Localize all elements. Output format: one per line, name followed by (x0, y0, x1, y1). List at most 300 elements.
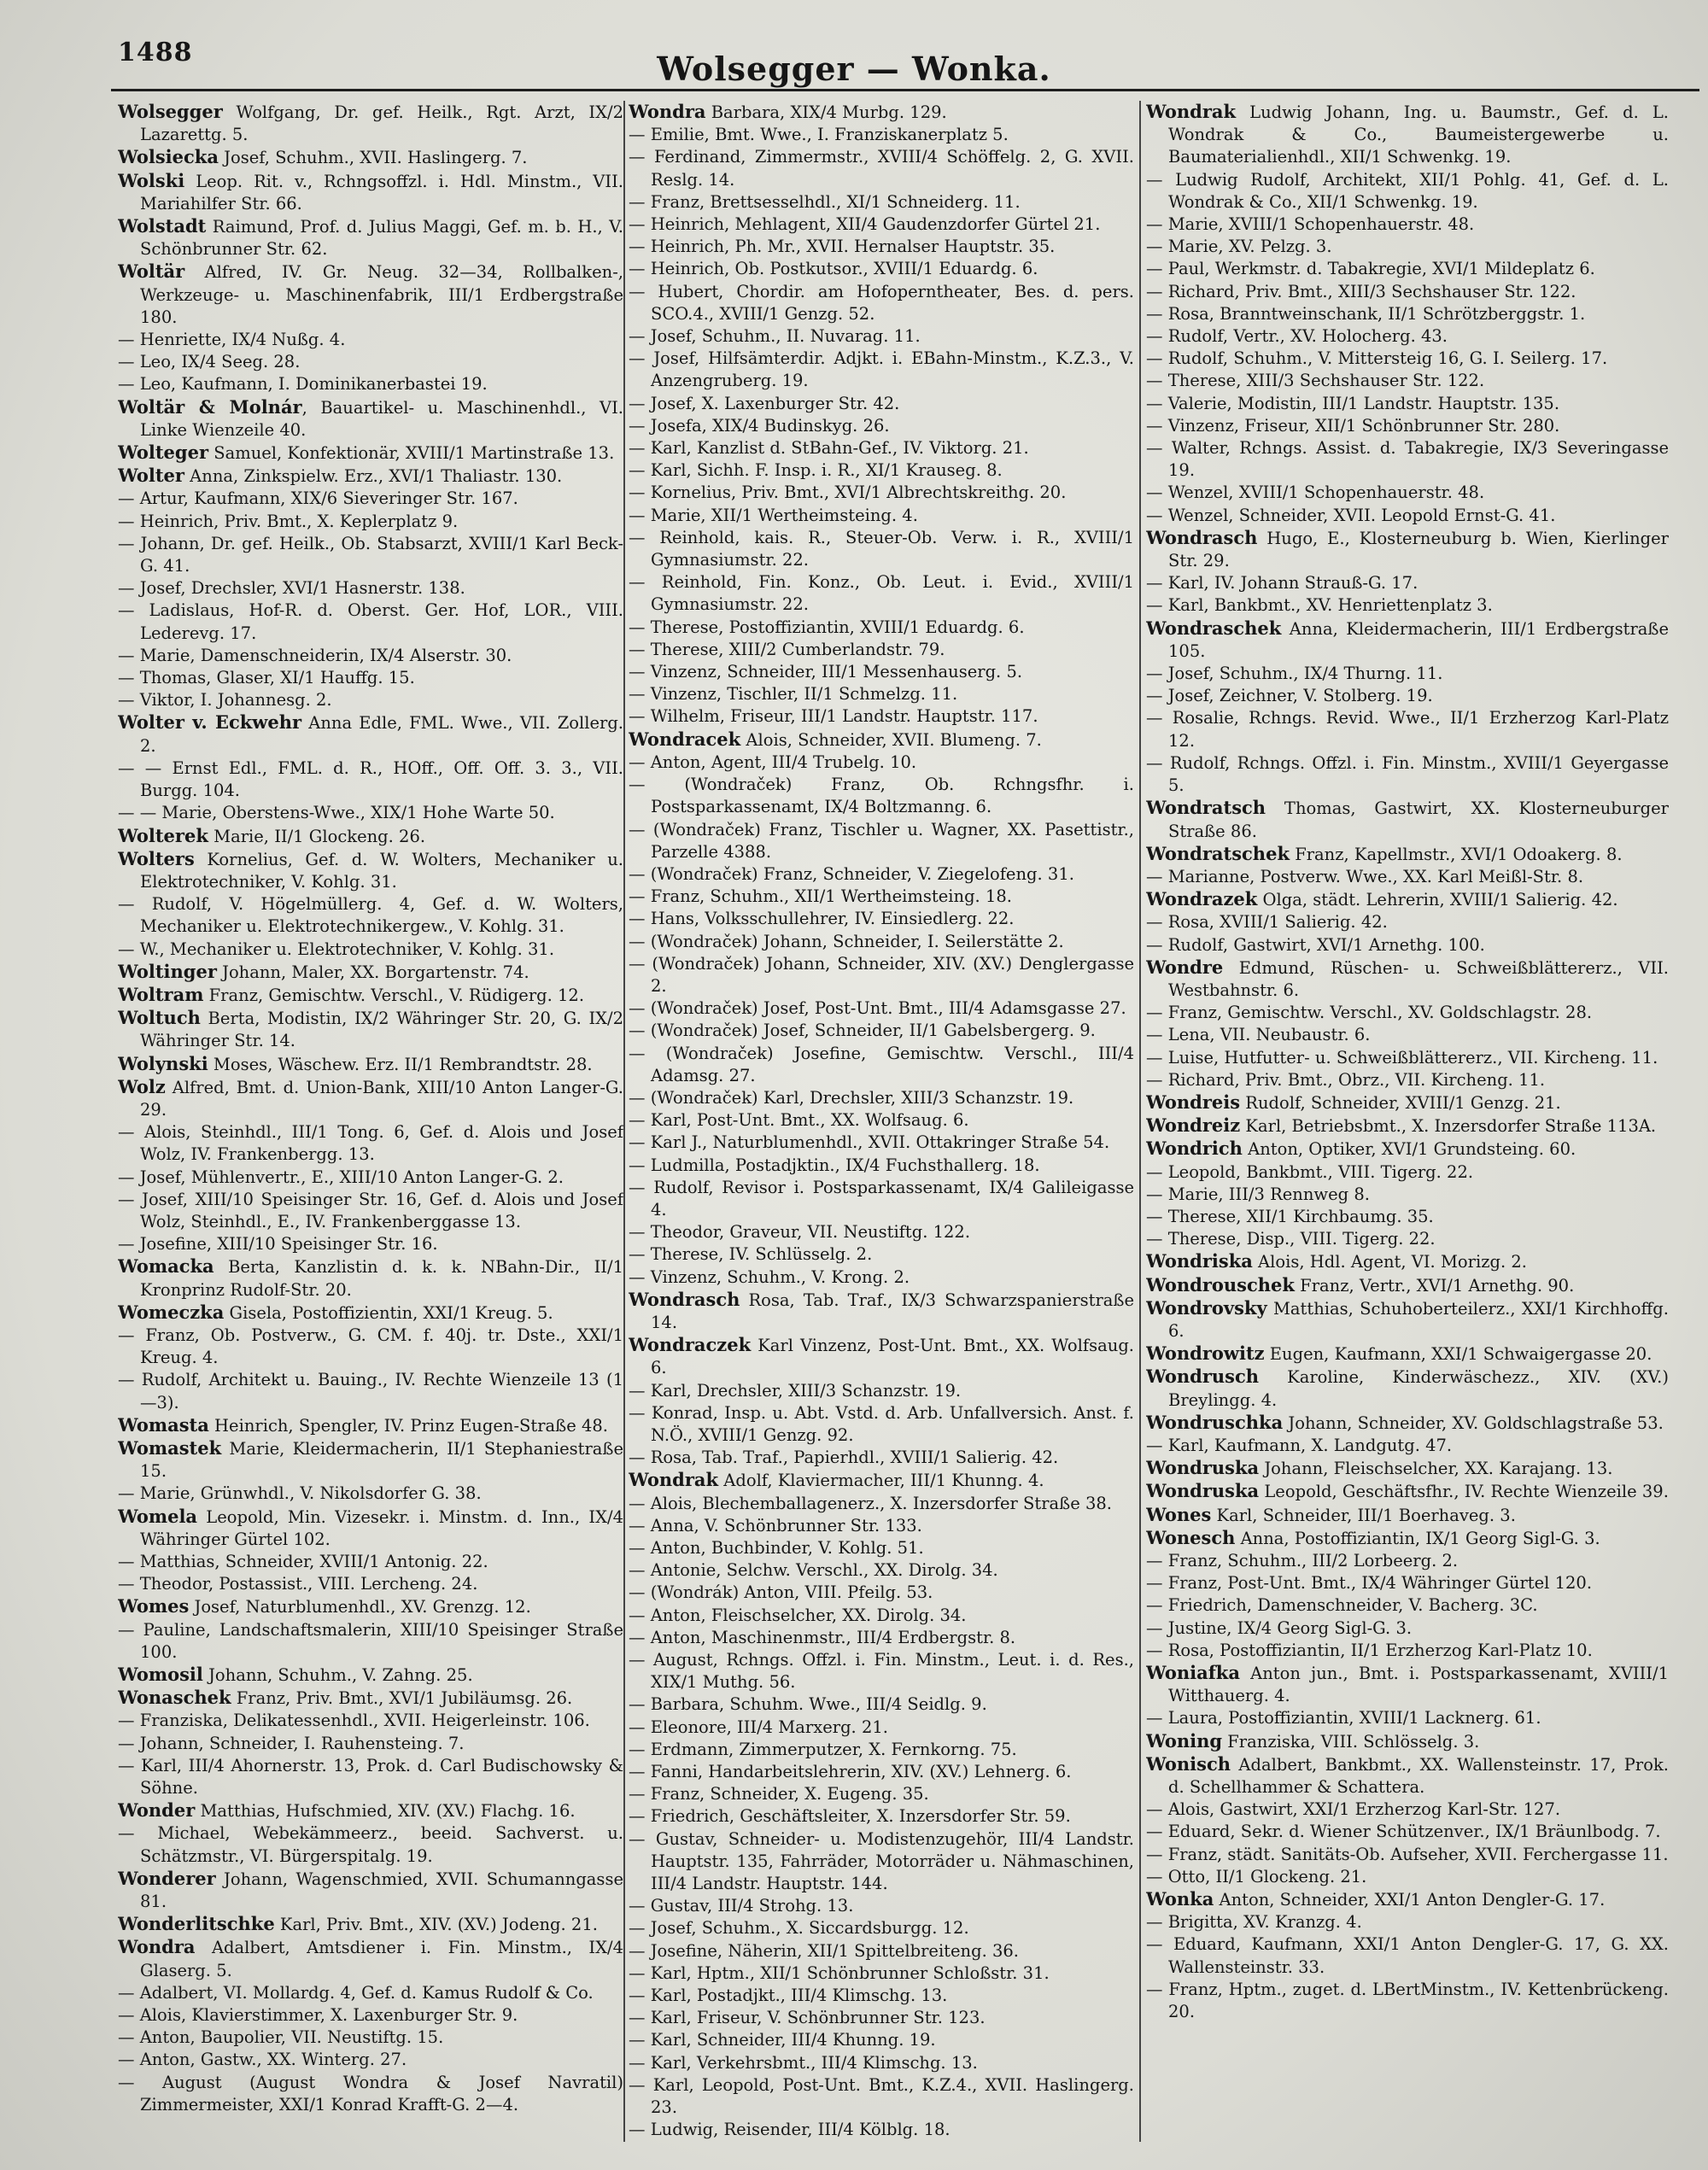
directory-entry (629, 774, 1134, 818)
entry-details: — Karl J., Naturblumenhdl., XVII. Ottakringer Straße 54. (629, 1132, 1110, 1153)
entry-details: , Bauartikel- u. Maschinenhdl., VI. Linke Wienzeile 40. (140, 397, 623, 440)
entry-surname: Womosil (118, 1664, 203, 1686)
directory-entry (118, 1687, 623, 1710)
entry-details: — Leopold, Bankbmt., VIII. Tigerg. 22. (1146, 1161, 1474, 1182)
entry-details: Karoline, Kinderwäschezz., XIV. (XV.) Breylingg. 4. (1168, 1367, 1669, 1410)
entry-details: Johann, Fleischselcher, XX. Karajang. 13. (1259, 1459, 1613, 1479)
entry-details: — Franz, Gemischtw. Verschl., XV. Goldschlagstr. 28. (1146, 1003, 1593, 1023)
column-divider (623, 101, 625, 2142)
entry-details: — (Wondraček) Franz, Schneider, V. Ziegelofeng. 31. (629, 863, 1074, 884)
directory-entry (629, 728, 1134, 752)
entry-details: — Wenzel, Schneider, XVII. Leopold Ernst-G. 41. (1146, 505, 1556, 525)
entry-details: — Kornelius, Priv. Bmt., XVI/1 Albrechtskreithg. 20. (629, 483, 1067, 503)
entry-surname: Womasta (118, 1413, 209, 1436)
entry-details: — Antonie, Selchw. Verschl., XX. Dirolg. 34. (629, 1560, 998, 1581)
entry-details: — (Wondraček) Josefine, Gemischtw. Verschl., III/4 Adamsg. 27. (629, 1043, 1134, 1085)
entry-details: — Wilhelm, Friseur, III/1 Landstr. Hauptstr. 117. (629, 706, 1038, 727)
column-3 (1146, 101, 1669, 2142)
entry-details: — Reinhold, kais. R., Steuer-Ob. Verw. i. R., XVIII/1 Gymnasiumstr. 22. (629, 527, 1134, 570)
entry-surname: Wolynski (118, 1052, 208, 1074)
entry-details: — Karl, Drechsler, XIII/3 Schanzstr. 19. (629, 1380, 962, 1401)
entry-details: — Karl, IV. Johann Strauß-G. 17. (1146, 573, 1418, 594)
entry-details: — Lena, VII. Neubaustr. 6. (1146, 1025, 1371, 1045)
entry-details: — Artur, Kaufmann, XIX/6 Sieveringer Str. 167. (118, 488, 518, 509)
entry-details: Anna, Postoffiziantin, IX/1 Georg Sigl-G. 3. (1235, 1528, 1600, 1548)
directory-entry (1146, 1228, 1669, 1250)
entry-details: — Heinrich, Priv. Bmt., X. Keplerplatz 9. (118, 511, 459, 531)
entry-details: Anna, Zinkspielw. Erz., XVI/1 Thaliastr. 130. (184, 466, 563, 487)
entry-details: Raimund, Prof. d. Julius Maggi, Gef. m. b. H., V. Schönbrunner Str. 62. (140, 217, 623, 260)
directory-entry (629, 1537, 1134, 1559)
entry-details: — Ladislaus, Hof-R. d. Oberst. Ger. Hof, LOR., VIII. Lederevg. 17. (118, 600, 623, 643)
directory-entry (1146, 594, 1669, 617)
entry-details: — Karl, Hptm., XII/1 Schönbrunner Schloßstr. 31. (629, 1962, 1050, 1983)
directory-entry (1146, 1435, 1669, 1457)
entry-surname: Woning (1146, 1729, 1223, 1752)
entry-details: — Friedrich, Damenschneider, V. Bacherg. 3C. (1146, 1595, 1538, 1616)
directory-entry (1146, 1274, 1669, 1297)
directory-entry (629, 1266, 1134, 1289)
directory-entry (1146, 797, 1669, 842)
directory-entry (629, 146, 1134, 190)
directory-entry (629, 908, 1134, 930)
entry-details: Alois, Hdl. Agent, VI. Morizg. 2. (1252, 1252, 1527, 1272)
directory-entry (118, 1076, 623, 1121)
directory-entry (1146, 1527, 1669, 1550)
entry-details: — (Wondraček) Franz, Tischler u. Wagner, XX. Pasettistr., Parzelle 4388. (629, 819, 1134, 862)
entry-surname: Womacka (118, 1255, 214, 1278)
entry-surname: Wondrasch (1146, 526, 1258, 548)
entry-surname: Wonderer (118, 1867, 216, 1889)
directory-entry (1146, 1138, 1669, 1161)
directory-entry (629, 2007, 1134, 2029)
entry-details: — Viktor, I. Johannesg. 2. (118, 690, 332, 711)
entry-details: — Rosa, Postoffiziantin, II/1 Erzherzog Karl-Platz 10. (1146, 1640, 1593, 1660)
entry-details: — Ludwig, Reisender, III/4 Kölblg. 18. (629, 2120, 951, 2140)
entry-details: — Michael, Webekämmeerz., beeid. Sachverst. u. Schätzmstr., VI. Bürgerspitalg. 19. (118, 1823, 623, 1866)
directory-entry (629, 2074, 1134, 2119)
directory-entry (629, 639, 1134, 661)
entry-details: — Josefa, XIX/4 Budinskyg. 26. (629, 415, 890, 436)
entry-surname: Wondrowitz (1146, 1342, 1265, 1365)
entry-details: — Rosa, XVIII/1 Salierig. 42. (1146, 912, 1388, 933)
entry-details: — Rosa, Tab. Traf., Papierhdl., XVIII/1 Salierig. 42. (629, 1448, 1059, 1468)
directory-entry (629, 1177, 1134, 1221)
entry-details: — Karl, Post-Unt. Bmt., XX. Wolfsaug. 6. (629, 1110, 969, 1131)
directory-entry (629, 505, 1134, 527)
directory-entry (118, 1255, 623, 1301)
directory-entry (1146, 348, 1669, 370)
directory-entry (1146, 236, 1669, 258)
entry-details: Alois, Schneider, XVII. Blumeng. 7. (740, 729, 1042, 750)
entry-details: — Erdmann, Zimmerputzer, X. Fernkorng. 75. (629, 1739, 1017, 1759)
entry-surname: Wolter v. Eckwehr (118, 711, 302, 734)
directory-entry (118, 2027, 623, 2049)
directory-entry (629, 1087, 1134, 1109)
directory-entry (1146, 1707, 1669, 1729)
directory-entry (1146, 934, 1669, 956)
entry-details: — Franz, Post-Unt. Bmt., IX/4 Währinger Gürtel 120. (1146, 1573, 1593, 1594)
entry-details: — — Ernst Edl., FML. d. R., HOff., Off. Off. 3. 3., VII. Burgg. 104. (118, 757, 623, 801)
entry-details: — Rudolf, Rchngs. Offzl. i. Fin. Minstm., XVIII/1 Geyergasse 5. (1146, 752, 1669, 796)
entry-surname: Woltär & Molnár (118, 395, 302, 418)
directory-entry (629, 1962, 1134, 1985)
entry-surname: Wondreiz (1146, 1114, 1241, 1137)
directory-entry (1146, 1753, 1669, 1799)
entry-details: — Rudolf, Gastwirt, XVI/1 Arnethg. 100. (1146, 934, 1485, 955)
entry-surname: Wondra (629, 101, 706, 122)
entry-details: — W., Mechaniker u. Elektrotechniker, V. Kohlg. 31. (118, 939, 555, 959)
directory-entry (118, 1799, 623, 1822)
directory-entry (118, 600, 623, 644)
entry-surname: Wondratsch (1146, 797, 1266, 819)
directory-entry (629, 1221, 1134, 1243)
directory-entry (118, 1483, 623, 1505)
entry-surname: Wondrak (629, 1469, 719, 1491)
directory-entry (1146, 281, 1669, 303)
directory-entry (629, 213, 1134, 236)
entry-details: Moses, Wäschew. Erz. II/1 Rembrandtstr. 28. (208, 1054, 593, 1074)
entry-details: — Justine, IX/4 Georg Sigl-G. 3. (1146, 1617, 1413, 1638)
directory-entry (629, 1447, 1134, 1469)
directory-entry (118, 1189, 623, 1233)
directory-entry (629, 281, 1134, 325)
entry-details: — Franz, städt. Sanitäts-Ob. Aufseher, XVII. Ferchergasse 11. (1146, 1844, 1669, 1864)
entry-details: — Karl, III/4 Ahornerstr. 13, Prok. d. Carl Budischowsky & Söhne. (118, 1755, 623, 1799)
directory-entry (1146, 1911, 1669, 1933)
entry-details: — Karl, Kanzlist d. StBahn-Gef., IV. Viktorg. 21. (629, 438, 1029, 459)
directory-entry (1146, 617, 1669, 663)
entry-details: Josef, Schuhm., XVII. Haslingerg. 7. (218, 148, 528, 168)
directory-entry (118, 511, 623, 533)
directory-entry (1146, 1002, 1669, 1024)
directory-entry (118, 1233, 623, 1255)
entry-details: Leopold, Min. Vizesekr. i. Minstm. d. Inn., IX/4 Währinger Gürtel 102. (140, 1506, 623, 1549)
directory-entry (118, 1913, 623, 1936)
directory-entry (118, 1551, 623, 1573)
directory-entry (118, 1733, 623, 1755)
directory-entry (629, 2029, 1134, 2051)
entry-surname: Wolz (118, 1075, 166, 1097)
entry-surname: Wonaschek (118, 1687, 231, 1709)
entry-details: — Josef, Schuhm., IX/4 Thurng. 11. (1146, 664, 1443, 684)
entry-details: — Josefine, XIII/10 Speisinger Str. 16. (118, 1234, 438, 1255)
entry-details: — August, Rchngs. Offzl. i. Fin. Minstm., Leut. i. d. Res., XIX/1 Muthg. 56. (629, 1650, 1134, 1693)
directory-entry (1146, 303, 1669, 325)
directory-entry (1146, 572, 1669, 594)
entry-details: — Marie, XII/1 Wertheimsteing. 4. (629, 505, 918, 525)
entry-details: — Franz, Hptm., zuget. d. LBertMinstm., IV. Kettenbrückeng. 20. (1146, 1979, 1669, 2022)
directory-entry (629, 415, 1134, 437)
entry-details: — Ferdinand, Zimmermstr., XVIII/4 Schöffelg. 2, G. XVII. Reslg. 14. (629, 147, 1134, 190)
entry-details: — Pauline, Landschaftsmalerin, XIII/10 Speisinger Straße 100. (118, 1619, 623, 1662)
directory-entry (118, 1710, 623, 1732)
entry-details: Karl Vinzenz, Post-Unt. Bmt., XX. Wolfsaug. 6. (651, 1336, 1134, 1378)
directory-entry (629, 1515, 1134, 1537)
entry-details: Marie, II/1 Glockeng. 26. (208, 826, 426, 846)
entry-details: — August (August Wondra & Josef Navratil) Zimmermeister, XXI/1 Konrad Krafft-G. 2—4. (118, 2072, 623, 2114)
entry-details: — Marie, XV. Pelzg. 3. (1146, 237, 1332, 257)
directory-entry (629, 1402, 1134, 1447)
entry-details: Edmund, Rüschen- u. Schweißblättererz., VII. Westbahnstr. 6. (1168, 957, 1669, 1000)
entry-details: — (Wondraček) Franz, Ob. Rchngsfhr. i. Postsparkassenamt, IX/4 Boltzmanng. 6. (629, 775, 1134, 817)
directory-entry (1146, 393, 1669, 415)
entry-details: Karl, Priv. Bmt., XIV. (XV.) Jodeng. 21. (274, 1915, 598, 1935)
entry-surname: Wolstadt (118, 215, 207, 237)
entry-details: — Leo, Kaufmann, I. Dominikanerbastei 19. (118, 374, 488, 395)
entry-details: — Henriette, IX/4 Nußg. 4. (118, 330, 346, 350)
entry-details: — Karl, Postadjkt., III/4 Klimschg. 13. (629, 1986, 948, 2006)
directory-entry (629, 482, 1134, 504)
directory-entry (118, 1414, 623, 1437)
entry-details: — Anton, Maschinenmstr., III/4 Erdbergstr. 8. (629, 1627, 1016, 1647)
directory-entry (629, 1739, 1134, 1761)
directory-entry (118, 442, 623, 465)
directory-entry (629, 1289, 1134, 1334)
entry-details: — Ludwig Rudolf, Architekt, XII/1 Pohlg. 41, Gef. d. L. Wondrak & Co., XII/1 Schwenkg. 19. (1146, 169, 1669, 212)
entry-details: — Franz, Schuhm., III/2 Lorbeerg. 2. (1146, 1551, 1459, 1570)
directory-entry (1146, 258, 1669, 280)
entry-details: — Vinzenz, Friseur, XII/1 Schönbrunner Str. 280. (1146, 415, 1560, 436)
entry-details: — Vinzenz, Schuhm., V. Krong. 2. (629, 1266, 910, 1287)
directory-entry (118, 396, 623, 442)
entry-details: — Rudolf, Architekt u. Bauing., IV. Rechte Wienzeile 13 (1—3). (118, 1370, 623, 1413)
entry-surname: Woltram (118, 983, 204, 1005)
directory-entry (629, 1649, 1134, 1693)
entry-surname: Wones (1146, 1503, 1212, 1525)
entry-details: — Wenzel, XVIII/1 Schopenhauerstr. 48. (1146, 483, 1485, 503)
directory-entry (118, 1506, 623, 1551)
directory-entry (629, 1109, 1134, 1132)
directory-entry (629, 571, 1134, 616)
entry-details: Samuel, Konfektionär, XVIII/1 Martinstraße 13. (208, 443, 615, 464)
entry-details: — (Wondraček) Johann, Schneider, XIV. (XV.) Denglergasse 2. (629, 953, 1134, 996)
directory-entry (118, 984, 623, 1007)
entry-details: — Therese, Postoffiziantin, XVIII/1 Eduardg. 6. (629, 617, 1025, 637)
entry-details: — Hans, Volksschullehrer, IV. Einsiedlerg. 22. (629, 909, 1015, 929)
directory-entry (118, 351, 623, 373)
entry-details: Alfred, IV. Gr. Neug. 32—34, Rollbalken-, Werkzeuge- u. Maschinenfabrik, III/1 Erdbergstraße 180. (140, 262, 623, 327)
entry-details: — Karl, Friseur, V. Schönbrunner Str. 123. (629, 2008, 986, 2028)
directory-entry (1146, 1047, 1669, 1069)
directory-entry (118, 689, 623, 711)
directory-entry (118, 1822, 623, 1867)
directory-entry (118, 1301, 623, 1325)
entry-details: Ludwig Johann, Ing. u. Baumstr., Gef. d. L. Wondrak & Co., Baumeistergewerbe u. Baumaterialienhdl., XII/1 Schwenkg. 19. (1168, 102, 1669, 167)
entry-details: Thomas, Gastwirt, XX. Klosterneuburger Straße 86. (1168, 798, 1669, 841)
entry-details: Wolfgang, Dr. gef. Heilk., Rgt. Arzt, IX/2 Lazarettg. 5. (140, 102, 623, 145)
entry-details: Matthias, Hufschmied, XIV. (XV.) Flachg. 16. (195, 1801, 576, 1822)
entry-details: — Franziska, Delikatessenhdl., XVII. Heigerleinstr. 106. (118, 1711, 590, 1731)
entry-details: — Karl, Leopold, Post-Unt. Bmt., K.Z.4., XVII. Haslingerg. 23. (629, 2074, 1134, 2118)
entry-details: — Leo, IX/4 Seeg. 28. (118, 352, 301, 372)
directory-entry (629, 1693, 1134, 1716)
entry-details: Franz, Priv. Bmt., XVI/1 Jubiläumsg. 26. (231, 1688, 573, 1709)
directory-entry (1146, 505, 1669, 527)
entry-details: — Karl, Verkehrsbmt., III/4 Klimschg. 13. (629, 2052, 978, 2073)
entry-details: Gisela, Postoffizientin, XXI/1 Kreug. 5. (224, 1302, 553, 1323)
directory-entry (1146, 956, 1669, 1002)
entry-details: — Karl, Schneider, III/4 Khunng. 19. (629, 2030, 936, 2050)
directory-entry (118, 488, 623, 510)
entry-details: — Brigitta, XV. Kranzg. 4. (1146, 1912, 1362, 1933)
entry-details: — Heinrich, Ph. Mr., XVII. Hernalser Hauptstr. 35. (629, 237, 1056, 257)
directory-entry (1146, 1412, 1669, 1435)
directory-entry (629, 863, 1134, 886)
entry-details: — — Marie, Oberstens-Wwe., XIX/1 Hohe Warte 50. (118, 803, 555, 823)
entry-details: — Franz, Schuhm., XII/1 Wertheimsteing. 18. (629, 886, 1012, 907)
directory-entry (118, 465, 623, 488)
directory-entry (118, 1369, 623, 1413)
directory-entry (629, 661, 1134, 683)
directory-entry (118, 802, 623, 824)
directory-entry (118, 1868, 623, 1913)
directory-entry (629, 101, 1134, 124)
entry-details: Eugen, Kaufmann, XXI/1 Schwaigergasse 20. (1264, 1344, 1652, 1365)
directory-entry (118, 1982, 623, 2004)
entry-details: — Richard, Priv. Bmt., XIII/3 Sechshauser Str. 122. (1146, 281, 1576, 301)
directory-entry (118, 711, 623, 757)
directory-entry (629, 1627, 1134, 1649)
directory-entry (1146, 1662, 1669, 1707)
directory-entry (629, 1380, 1134, 1402)
entry-details: Barbara, XIX/4 Murbg. 129. (705, 102, 947, 122)
running-head: Wolsegger — Wonka. (657, 50, 1051, 88)
column-divider (1139, 101, 1141, 2142)
entry-details: — (Wondrák) Anton, VIII. Pfeilg. 53. (629, 1582, 933, 1603)
entry-details: — Josef, Schuhm., II. Nuvarag. 11. (629, 326, 921, 347)
directory-entry (1146, 1572, 1669, 1594)
entry-details: — Hubert, Chordir. am Hofoperntheater, Bes. d. pers. SCO.4., XVIII/1 Genzg. 52. (629, 281, 1134, 324)
entry-details: — Anton, Buchbinder, V. Kohlg. 51. (629, 1538, 924, 1558)
entry-surname: Wondre (1146, 956, 1224, 978)
entry-details: Rudolf, Schneider, XVIII/1 Genzg. 21. (1240, 1092, 1561, 1113)
directory-entry (629, 191, 1134, 213)
entry-details: — Valerie, Modistin, III/1 Landstr. Hauptstr. 135. (1146, 393, 1560, 413)
directory-entry (118, 533, 623, 577)
entry-details: Anna, Kleidermacherin, III/1 Erdbergstraße 105. (1168, 618, 1669, 661)
entry-details: Franz, Gemischtw. Verschl., V. Rüdigerg. 12. (203, 985, 585, 1005)
directory-entry (118, 1619, 623, 1664)
entry-surname: Wondrouschek (1146, 1273, 1295, 1296)
directory-entry (629, 886, 1134, 908)
entry-details: — Karl, Kaufmann, X. Landgutg. 47. (1146, 1435, 1453, 1455)
directory-entry (118, 2004, 623, 2027)
entry-surname: Womes (118, 1595, 190, 1617)
directory-entry (629, 1717, 1134, 1739)
directory-entry (118, 2072, 623, 2116)
entry-surname: Wolski (118, 169, 185, 191)
directory-entry (118, 170, 623, 215)
entry-details: — Johann, Schneider, I. Rauhensteing. 7. (118, 1733, 465, 1753)
entry-details: Adalbert, Bankbmt., XX. Wallensteinstr. 17, Prok. d. Schellhammer & Schattera. (1168, 1754, 1669, 1798)
entry-details: — Thomas, Glaser, XI/1 Hauffg. 15. (118, 668, 415, 688)
entry-surname: Wolterek (118, 824, 208, 846)
directory-entry (118, 1437, 623, 1483)
entry-surname: Wondruska (1146, 1457, 1260, 1479)
entry-details: — Josef, Schuhm., X. Siccardsburgg. 12. (629, 1918, 969, 1939)
entry-details: — Rudolf, Schuhm., V. Mittersteig 16, G. I. Seilerg. 17. (1146, 348, 1608, 369)
directory-entry (118, 757, 623, 802)
directory-entry (1146, 685, 1669, 707)
directory-entry (118, 2049, 623, 2071)
entry-details: — Marie, Damenschneiderin, IX/4 Alserstr. 30. (118, 645, 512, 665)
directory-entry (118, 215, 623, 260)
directory-entry (118, 1573, 623, 1595)
directory-entry (1146, 213, 1669, 236)
entry-details: Johann, Schneider, XV. Goldschlagstraße 53. (1283, 1413, 1664, 1433)
directory-entry (1146, 1297, 1669, 1342)
entry-details: Heinrich, Spengler, IV. Prinz Eugen-Straße 48. (208, 1415, 608, 1436)
directory-entry (118, 1007, 623, 1052)
entry-details: — Karl, Sichh. F. Insp. i. R., XI/1 Krauseg. 8. (629, 460, 1003, 481)
directory-entry (118, 1755, 623, 1799)
entry-surname: Wondraczek (629, 1334, 752, 1356)
directory-entry (629, 1783, 1134, 1805)
directory-entry (629, 1559, 1134, 1582)
entry-details: — Therese, Disp., VIII. Tigerg. 22. (1146, 1229, 1436, 1249)
directory-entry (1146, 1888, 1669, 1911)
directory-entry (1146, 1933, 1669, 1978)
directory-entry (629, 437, 1134, 459)
entry-details: Karl, Schneider, III/1 Boerhaveg. 3. (1211, 1505, 1516, 1525)
directory-entry (629, 348, 1134, 392)
entry-surname: Womastek (118, 1436, 222, 1459)
entry-surname: Wondrak (1146, 101, 1237, 122)
entry-surname: Wondrovsky (1146, 1296, 1267, 1319)
entry-surname: Wonka (1146, 1888, 1214, 1910)
directory-entry (629, 1493, 1134, 1515)
directory-entry (1146, 1480, 1669, 1503)
directory-entry (629, 393, 1134, 415)
entry-details: — Rudolf, Vertr., XV. Holocherg. 43. (1146, 326, 1448, 347)
entry-details: Johann, Maler, XX. Borgartenstr. 74. (216, 962, 529, 982)
entry-details: — Anna, V. Schönbrunner Str. 133. (629, 1515, 922, 1535)
directory-entry (118, 1053, 623, 1076)
directory-entry (1146, 1250, 1669, 1273)
entry-details: — Eleonore, III/4 Marxerg. 21. (629, 1717, 888, 1737)
entry-details: — Franz, Schneider, X. Eugeng. 35. (629, 1784, 929, 1804)
entry-details: — Emilie, Bmt. Wwe., I. Franziskanerplatz 5. (629, 125, 1009, 145)
entry-details: Anna Edle, FML. Wwe., VII. Zollerg. 2. (140, 713, 623, 756)
directory-entry (118, 1121, 623, 1166)
directory-entry (1146, 169, 1669, 213)
entry-details: — Theodor, Postassist., VIII. Lercheng. 24. (118, 1574, 478, 1594)
directory-entry (629, 1155, 1134, 1177)
entry-surname: Wonder (118, 1799, 196, 1822)
entry-details: Anton, Optiker, XVI/1 Grundsteing. 60. (1242, 1139, 1576, 1160)
entry-details: Marie, Kleidermacherin, II/1 Stephaniestraße 15. (140, 1438, 623, 1482)
entry-details: — Richard, Priv. Bmt., Obrz., VII. Kircheng. 11. (1146, 1069, 1546, 1090)
directory-entry (118, 1664, 623, 1687)
entry-surname: Wondreis (1146, 1091, 1241, 1113)
entry-details: — Josef, Mühlenvertr., E., XIII/10 Anton Langer-G. 2. (118, 1167, 564, 1187)
directory-entry (118, 667, 623, 689)
entry-details: — Eduard, Kaufmann, XXI/1 Anton Dengler-G. 17, G. XX. Wallensteinstr. 33. (1146, 1934, 1669, 1977)
entry-details: — Anton, Agent, III/4 Trubelg. 10. (629, 752, 917, 772)
entry-surname: Woniafka (1146, 1662, 1240, 1684)
entry-details: — Karl, Bankbmt., XV. Henriettenplatz 3. (1146, 595, 1493, 616)
entry-details: Johann, Wagenschmied, XVII. Schumanngasse 81. (140, 1869, 623, 1912)
entry-details: — Franz, Brettsesselhdl., XI/1 Schneiderg. 11. (629, 191, 1021, 212)
directory-entry (629, 931, 1134, 953)
directory-entry (1146, 415, 1669, 437)
directory-entry (629, 1605, 1134, 1627)
directory-entry (1146, 752, 1669, 797)
entry-details: — Gustav, Schneider- u. Modistenzugehör, III/4 Landstr. Hauptstr. 135, Fahrräder, Motorräder u. Nähmaschinen, III/4 Landstr. Hauptstr. 144. (629, 1828, 1134, 1894)
entry-details: — Vinzenz, Tischler, II/1 Schmelzg. 11. (629, 684, 958, 705)
entry-details: — Adalbert, VI. Mollardg. 4, Gef. d. Kamus Rudolf & Co. (118, 1982, 594, 2003)
